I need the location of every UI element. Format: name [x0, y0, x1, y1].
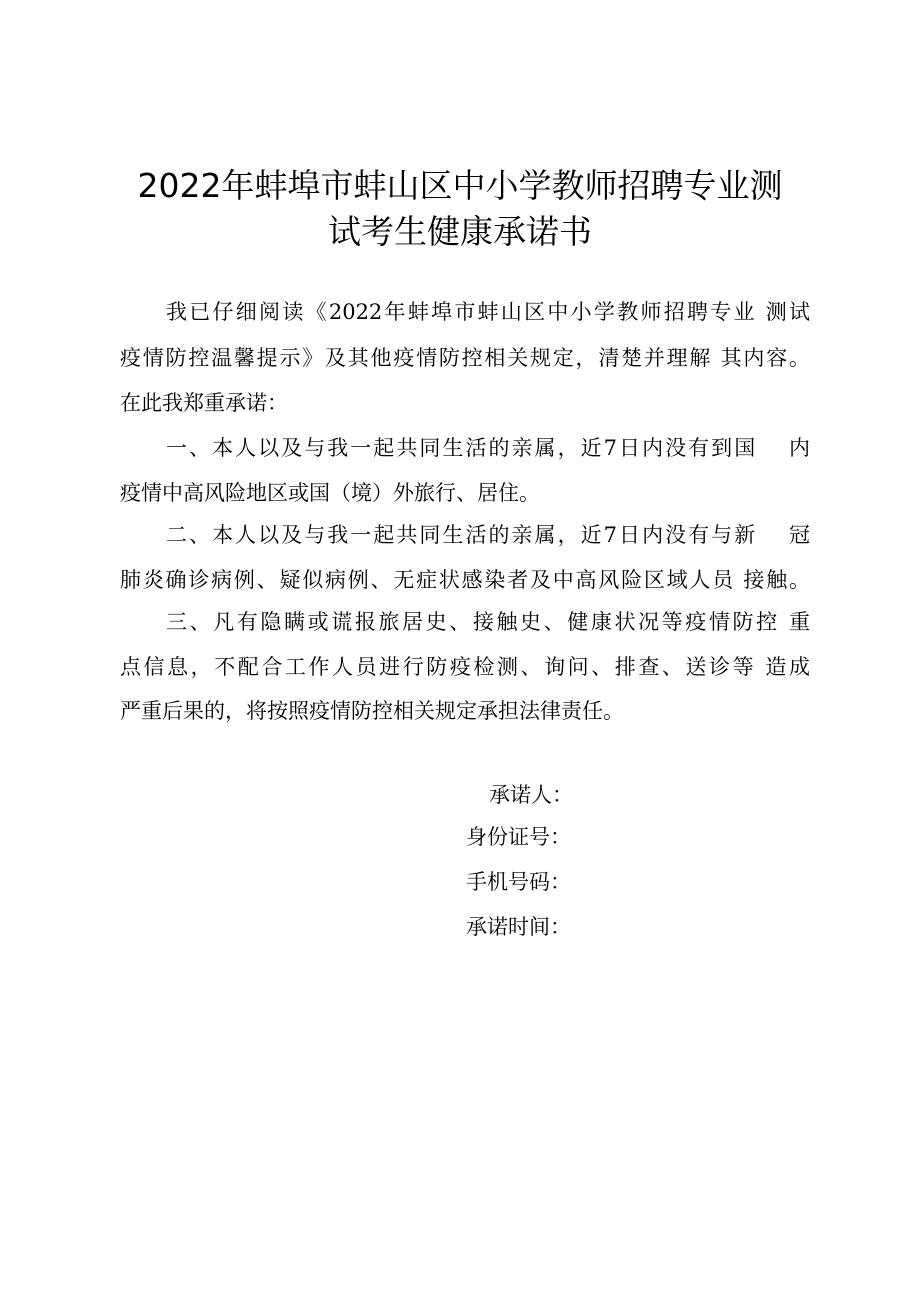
- document-title-line-1: 2022年蚌埠市蚌山区中小学教师招聘专业测: [137, 166, 783, 205]
- item1-line-1: 一、本人以及与我一起共同生活的亲属，近7日内没有到国 内: [166, 436, 810, 460]
- id-number-label: 身份证号：: [466, 825, 571, 849]
- intro-line-1: 我已仔细阅读《2022年蚌埠市蚌山区中小学教师招聘专业 测试: [166, 300, 810, 324]
- promiser-label: 承诺人：: [489, 783, 573, 807]
- item1-line-2: 疫情中高风险地区或国（境）外旅行、居住。: [120, 481, 540, 505]
- intro-line-3: 在此我郑重承诺：: [120, 391, 288, 415]
- item2-line-1: 二、本人以及与我一起共同生活的亲属，近7日内没有与新 冠: [166, 523, 810, 547]
- date-label: 承诺时间：: [466, 915, 571, 939]
- item3-line-2: 点信息，不配合工作人员进行防疫检测、询问、排查、送诊等 造成: [120, 655, 810, 679]
- item2-line-2: 肺炎确诊病例、疑似病例、无症状感染者及中高风险区域人员 接触。: [120, 568, 810, 592]
- phone-label: 手机号码：: [466, 870, 571, 894]
- intro-line-2: 疫情防控温馨提示》及其他疫情防控相关规定，清楚并理解 其内容。: [120, 346, 810, 370]
- item3-line-1: 三、凡有隐瞒或谎报旅居史、接触史、健康状况等疫情防控 重: [166, 610, 810, 634]
- item3-line-3: 严重后果的，将按照疫情防控相关规定承担法律责任。: [120, 699, 624, 723]
- document-title-line-2: 试考生健康承诺书: [328, 212, 592, 251]
